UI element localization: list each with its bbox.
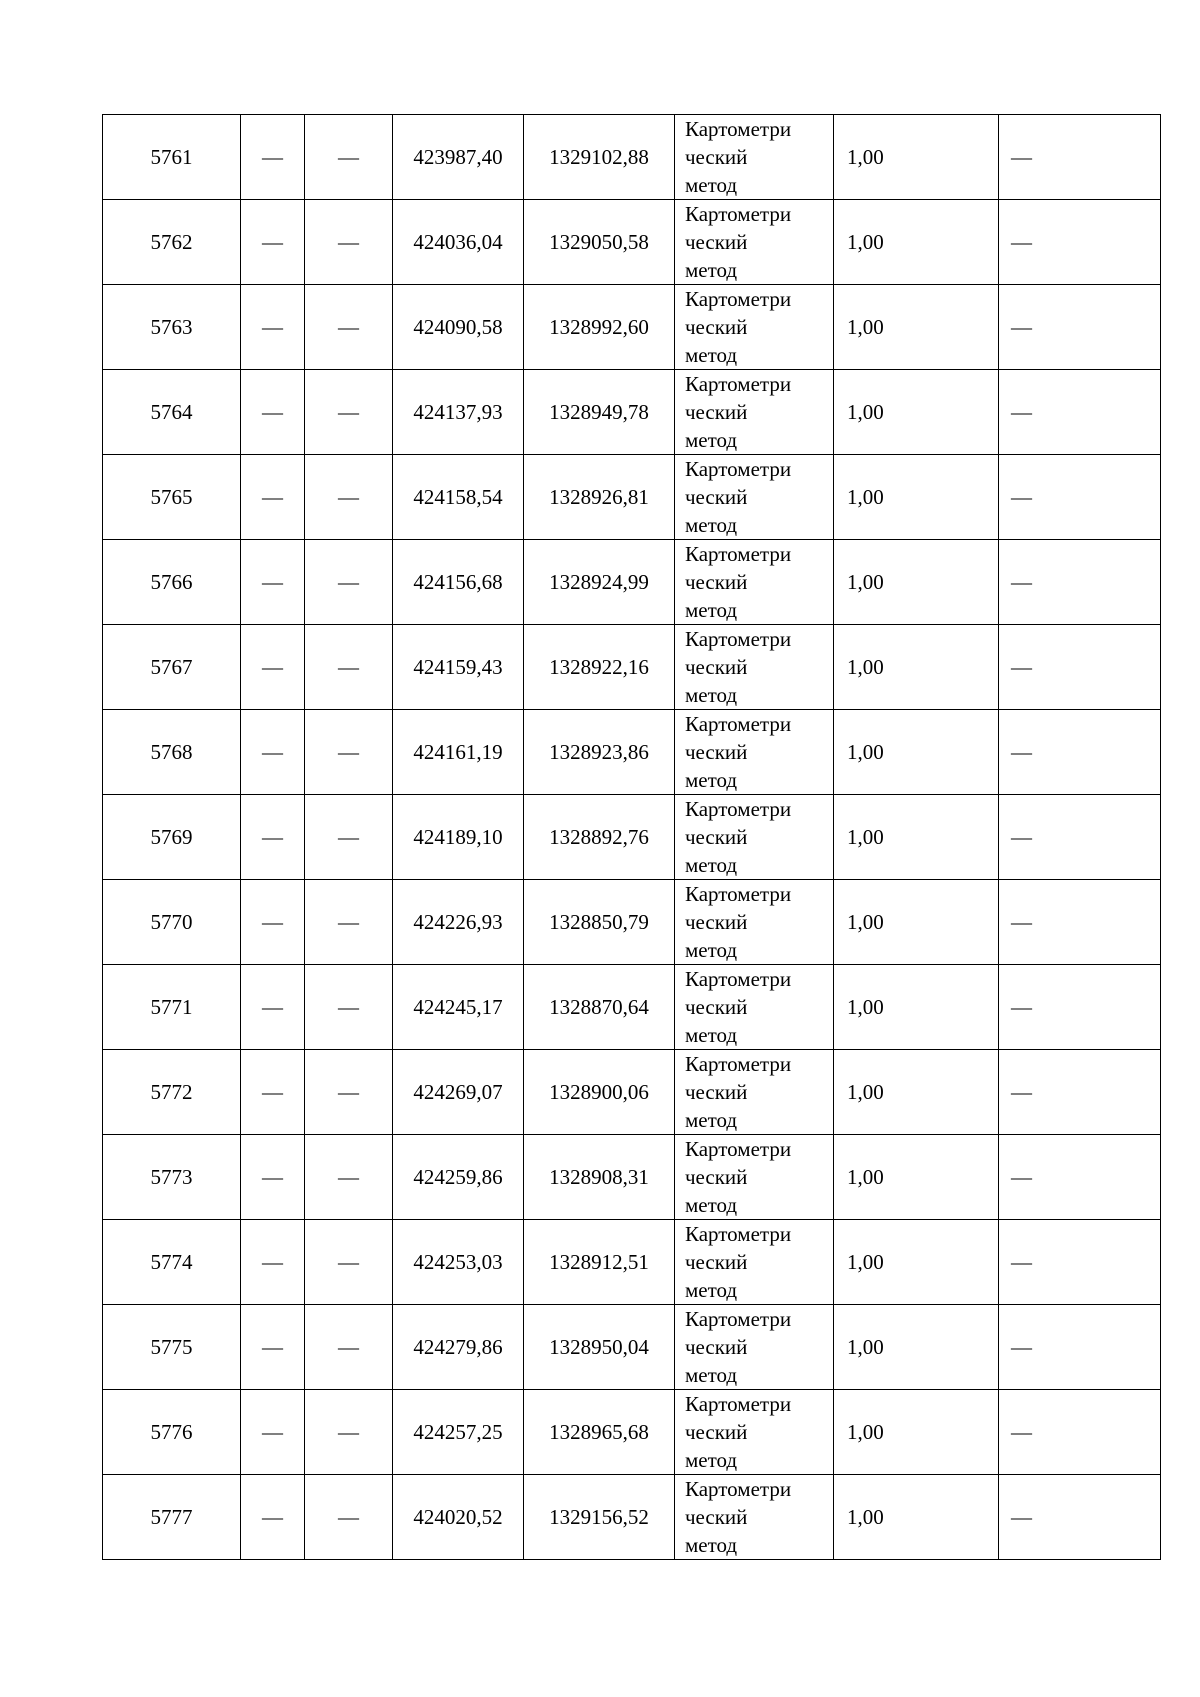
empty-value-cell: — [241,200,305,285]
empty-value-cell: — [241,285,305,370]
point-number-cell: 5776 [103,1390,241,1475]
y-coordinate-cell: 1328965,68 [524,1390,675,1475]
method-cell [675,965,834,1050]
point-number-cell: 5762 [103,200,241,285]
empty-value-cell: — [305,880,393,965]
x-coordinate-cell: 424161,19 [393,710,524,795]
method-cell [675,795,834,880]
x-coordinate-cell: 423987,40 [393,115,524,200]
empty-value-cell: — [241,1050,305,1135]
method-text: Картометри ческий метод [685,202,792,282]
x-coordinate-cell: 424279,86 [393,1305,524,1390]
method-cell [675,880,834,965]
method-text: Картометри ческий метод [685,627,792,707]
table-row [103,540,1161,625]
empty-value-cell: — [999,1390,1161,1475]
empty-value-cell: — [305,625,393,710]
empty-value-cell: — [999,710,1161,795]
table-row [103,1305,1161,1390]
table-body [103,115,1161,1560]
table-row [103,115,1161,200]
method-cell [675,115,834,200]
method-cell [675,625,834,710]
table-row [103,370,1161,455]
method-text: Картометри ческий метод [685,287,792,367]
empty-value-cell: — [305,1475,393,1560]
empty-value-cell: — [305,200,393,285]
table-row [103,710,1161,795]
method-cell [675,1220,834,1305]
table-row [103,625,1161,710]
empty-value-cell: — [305,370,393,455]
accuracy-cell: 1,00 [834,540,999,625]
coordinates-table [102,114,1161,1560]
method-cell [675,1390,834,1475]
method-text: Картометри ческий метод [685,1392,792,1472]
x-coordinate-cell: 424020,52 [393,1475,524,1560]
table-row [103,1050,1161,1135]
empty-value-cell: — [305,1305,393,1390]
empty-value-cell: — [241,625,305,710]
x-coordinate-cell: 424159,43 [393,625,524,710]
empty-value-cell: — [241,1305,305,1390]
accuracy-cell: 1,00 [834,1050,999,1135]
empty-value-cell: — [999,285,1161,370]
empty-value-cell: — [305,965,393,1050]
y-coordinate-cell: 1329156,52 [524,1475,675,1560]
point-number-cell: 5773 [103,1135,241,1220]
empty-value-cell: — [999,1305,1161,1390]
y-coordinate-cell: 1328923,86 [524,710,675,795]
point-number-cell: 5761 [103,115,241,200]
method-cell [675,370,834,455]
accuracy-cell: 1,00 [834,1475,999,1560]
table-row [103,880,1161,965]
empty-value-cell: — [999,115,1161,200]
empty-value-cell: — [241,1220,305,1305]
y-coordinate-cell: 1328949,78 [524,370,675,455]
empty-value-cell: — [241,880,305,965]
y-coordinate-cell: 1328870,64 [524,965,675,1050]
method-cell [675,285,834,370]
empty-value-cell: — [999,455,1161,540]
point-number-cell: 5768 [103,710,241,795]
method-cell [675,455,834,540]
x-coordinate-cell: 424253,03 [393,1220,524,1305]
table-row [103,455,1161,540]
table-row [103,1475,1161,1560]
method-cell [675,1135,834,1220]
y-coordinate-cell: 1328924,99 [524,540,675,625]
point-number-cell: 5774 [103,1220,241,1305]
empty-value-cell: — [999,965,1161,1050]
empty-value-cell: — [305,1390,393,1475]
accuracy-cell: 1,00 [834,880,999,965]
empty-value-cell: — [305,1220,393,1305]
table-row [103,200,1161,285]
method-text: Картометри ческий метод [685,457,792,537]
empty-value-cell: — [241,1475,305,1560]
empty-value-cell: — [999,200,1161,285]
method-text: Картометри ческий метод [685,372,792,452]
method-text: Картометри ческий метод [685,1307,792,1387]
y-coordinate-cell: 1328922,16 [524,625,675,710]
method-text: Картометри ческий метод [685,1477,792,1557]
empty-value-cell: — [305,540,393,625]
empty-value-cell: — [999,1220,1161,1305]
empty-value-cell: — [999,625,1161,710]
method-cell [675,540,834,625]
x-coordinate-cell: 424257,25 [393,1390,524,1475]
empty-value-cell: — [241,540,305,625]
table-row [103,1135,1161,1220]
x-coordinate-cell: 424137,93 [393,370,524,455]
method-text: Картометри ческий метод [685,797,792,877]
accuracy-cell: 1,00 [834,200,999,285]
accuracy-cell: 1,00 [834,625,999,710]
accuracy-cell: 1,00 [834,1305,999,1390]
empty-value-cell: — [305,285,393,370]
accuracy-cell: 1,00 [834,115,999,200]
empty-value-cell: — [305,710,393,795]
empty-value-cell: — [999,1475,1161,1560]
accuracy-cell: 1,00 [834,455,999,540]
point-number-cell: 5764 [103,370,241,455]
table-row [103,285,1161,370]
empty-value-cell: — [305,795,393,880]
empty-value-cell: — [999,880,1161,965]
method-text: Картометри ческий метод [685,1052,792,1132]
empty-value-cell: — [305,1135,393,1220]
y-coordinate-cell: 1328850,79 [524,880,675,965]
empty-value-cell: — [241,965,305,1050]
empty-value-cell: — [305,1050,393,1135]
accuracy-cell: 1,00 [834,1135,999,1220]
y-coordinate-cell: 1328992,60 [524,285,675,370]
empty-value-cell: — [241,1390,305,1475]
x-coordinate-cell: 424036,04 [393,200,524,285]
empty-value-cell: — [305,455,393,540]
table-row [103,1220,1161,1305]
accuracy-cell: 1,00 [834,965,999,1050]
accuracy-cell: 1,00 [834,285,999,370]
method-text: Картометри ческий метод [685,1137,792,1217]
method-cell [675,1305,834,1390]
method-cell [675,1050,834,1135]
x-coordinate-cell: 424245,17 [393,965,524,1050]
method-text: Картометри ческий метод [685,967,792,1047]
method-text: Картометри ческий метод [685,712,792,792]
point-number-cell: 5763 [103,285,241,370]
table-row [103,1390,1161,1475]
method-cell [675,200,834,285]
x-coordinate-cell: 424090,58 [393,285,524,370]
x-coordinate-cell: 424259,86 [393,1135,524,1220]
accuracy-cell: 1,00 [834,370,999,455]
y-coordinate-cell: 1328926,81 [524,455,675,540]
x-coordinate-cell: 424269,07 [393,1050,524,1135]
accuracy-cell: 1,00 [834,795,999,880]
accuracy-cell: 1,00 [834,710,999,795]
table-row [103,795,1161,880]
empty-value-cell: — [241,1135,305,1220]
y-coordinate-cell: 1328892,76 [524,795,675,880]
empty-value-cell: — [241,455,305,540]
x-coordinate-cell: 424158,54 [393,455,524,540]
point-number-cell: 5765 [103,455,241,540]
method-text: Картометри ческий метод [685,117,792,197]
method-text: Картометри ческий метод [685,1222,792,1302]
x-coordinate-cell: 424226,93 [393,880,524,965]
y-coordinate-cell: 1328900,06 [524,1050,675,1135]
empty-value-cell: — [999,1050,1161,1135]
empty-value-cell: — [999,795,1161,880]
method-text: Картометри ческий метод [685,882,792,962]
method-cell [675,710,834,795]
empty-value-cell: — [241,795,305,880]
point-number-cell: 5767 [103,625,241,710]
empty-value-cell: — [241,370,305,455]
y-coordinate-cell: 1328950,04 [524,1305,675,1390]
empty-value-cell: — [999,540,1161,625]
point-number-cell: 5771 [103,965,241,1050]
empty-value-cell: — [305,115,393,200]
x-coordinate-cell: 424156,68 [393,540,524,625]
point-number-cell: 5769 [103,795,241,880]
empty-value-cell: — [241,115,305,200]
accuracy-cell: 1,00 [834,1390,999,1475]
method-cell [675,1475,834,1560]
point-number-cell: 5772 [103,1050,241,1135]
empty-value-cell: — [999,1135,1161,1220]
empty-value-cell: — [999,370,1161,455]
x-coordinate-cell: 424189,10 [393,795,524,880]
y-coordinate-cell: 1329050,58 [524,200,675,285]
point-number-cell: 5770 [103,880,241,965]
empty-value-cell: — [241,710,305,795]
y-coordinate-cell: 1329102,88 [524,115,675,200]
point-number-cell: 5777 [103,1475,241,1560]
y-coordinate-cell: 1328908,31 [524,1135,675,1220]
accuracy-cell: 1,00 [834,1220,999,1305]
point-number-cell: 5775 [103,1305,241,1390]
point-number-cell: 5766 [103,540,241,625]
table-row [103,965,1161,1050]
y-coordinate-cell: 1328912,51 [524,1220,675,1305]
method-text: Картометри ческий метод [685,542,792,622]
